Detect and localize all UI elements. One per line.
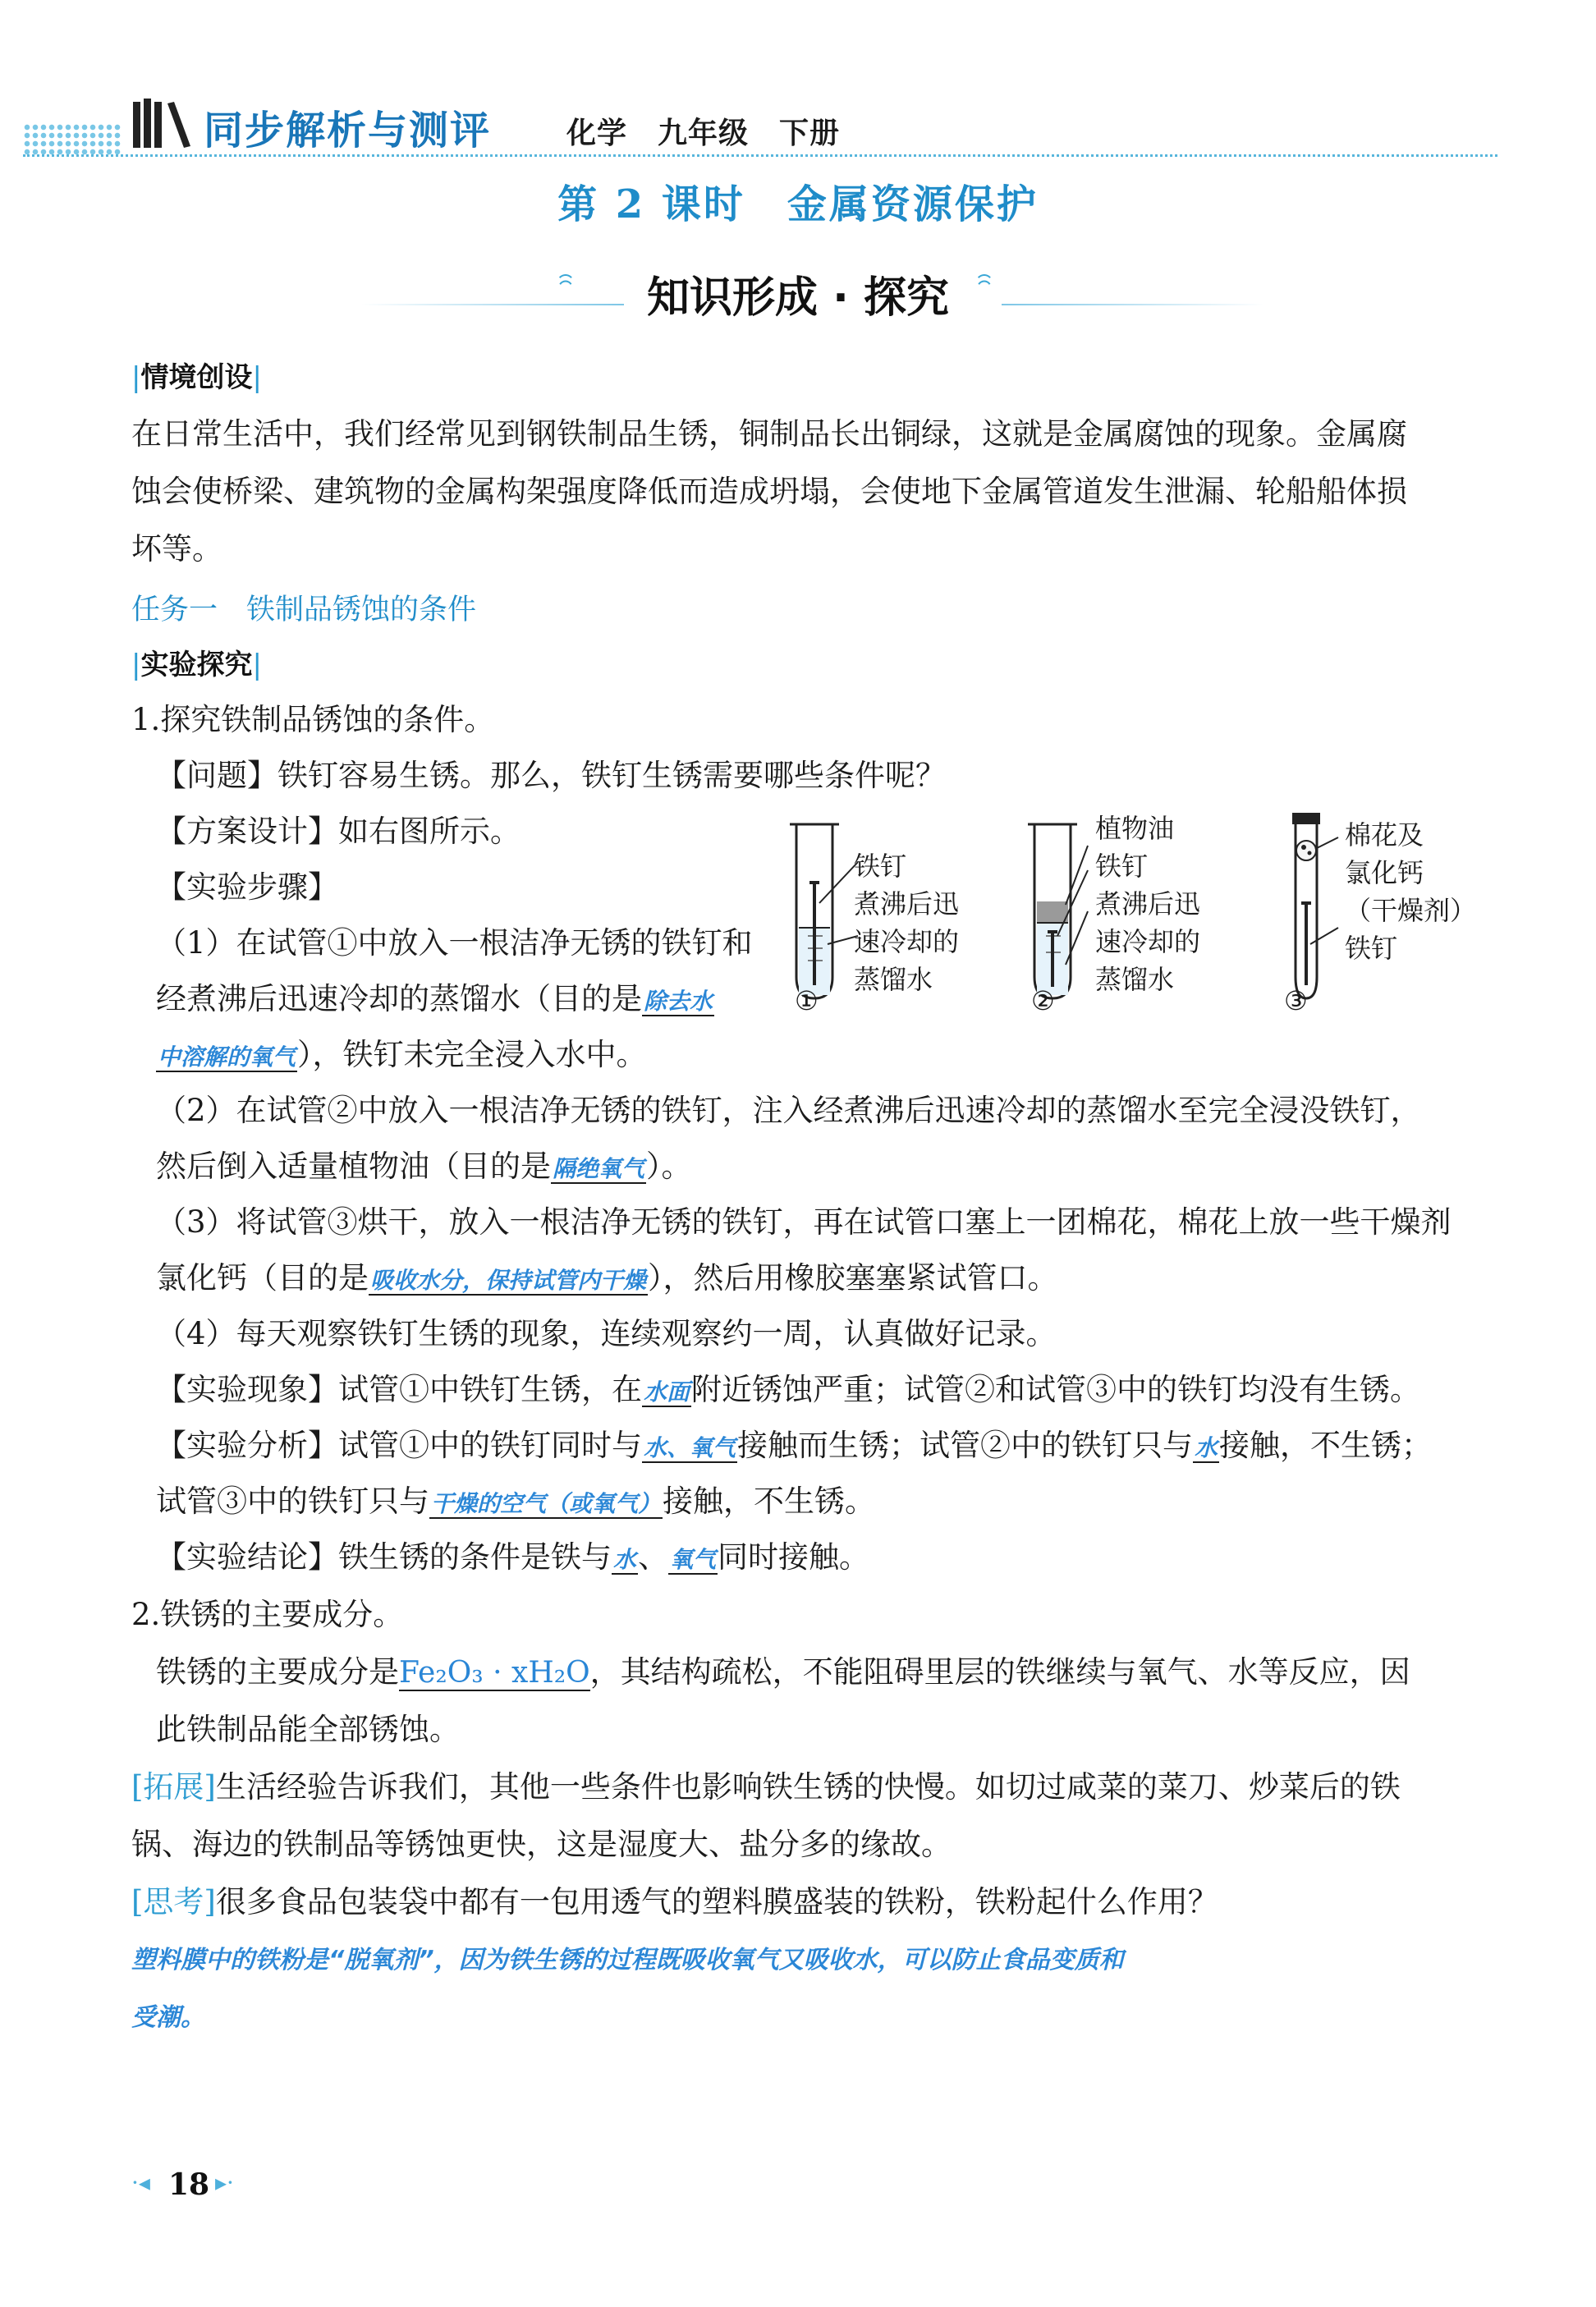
step-1-line-b: 经煮沸后迅速冷却的蒸馏水（目的是除去水 bbox=[156, 981, 713, 1016]
step-3-line-a: （3）将试管③烘干，放入一根洁净无锈的铁钉，再在试管口塞上一团棉花，棉花上放一些干燥剂 bbox=[156, 1204, 1452, 1240]
situation-line-2: 蚀会使桥梁、建筑物的金属构架强度降低而造成坍塌，会使地下金属管道发生泄漏、轮船船体损 bbox=[131, 474, 1407, 509]
answer-blank: 隔绝氧气 bbox=[553, 1155, 645, 1182]
step-2-line-b: 然后倒入适量植物油（目的是隔绝氧气）。 bbox=[156, 1149, 692, 1184]
brand-title: 同步解析与测评 bbox=[204, 108, 492, 154]
step-1-line-a: （1）在试管①中放入一根洁净无锈的铁钉和 bbox=[156, 925, 753, 961]
header-divider bbox=[23, 154, 1497, 157]
experiment-question: 【问题】铁钉容易生锈。那么，铁钉生锈需要哪些条件呢？ bbox=[156, 758, 946, 793]
books-icon bbox=[131, 97, 192, 149]
tube-2-number: ② bbox=[1031, 985, 1055, 1016]
tube-1-labels: 铁钉 煮沸后迅 速冷却的 蒸馏水 bbox=[854, 851, 960, 995]
experiment-analysis-a: 【实验分析】试管①中的铁钉同时与水、氧气接触而生锈；试管②中的铁钉只与水接触，不生锈； bbox=[156, 1428, 1433, 1463]
situation-line-1: 在日常生活中，我们经常见到钢铁制品生锈，铜制品长出铜绿，这就是金属腐蚀的现象。金属腐 bbox=[131, 416, 1407, 452]
think-tag: [思考] bbox=[131, 1884, 216, 1919]
answer-blank: 除去水 bbox=[644, 988, 713, 1015]
experiment-analysis-b: 试管③中的铁钉只与干燥的空气（或氧气）接触，不生锈。 bbox=[156, 1484, 876, 1519]
answer-blank: 水 bbox=[1195, 1434, 1218, 1461]
page-number: 18 bbox=[168, 2167, 210, 2202]
extend-tag: [拓展] bbox=[131, 1769, 216, 1805]
extend-line-1: [拓展]生活经验告诉我们，其他一些条件也影响铁生锈的快慢。如切过咸菜的菜刀、炒菜后的铁 bbox=[131, 1769, 1401, 1805]
rust-line-b: 此铁制品能全部锈蚀。 bbox=[156, 1712, 460, 1747]
situation-heading: |情境创设| bbox=[131, 361, 262, 394]
extend-line-2: 锅、海边的铁制品等锈蚀更快，这是湿度大、盐分多的缘故。 bbox=[131, 1827, 952, 1862]
answer-blank: 吸收水分，保持试管内干燥 bbox=[370, 1267, 647, 1294]
tube-3-number: ③ bbox=[1284, 985, 1308, 1016]
experiment-heading: |实验探究| bbox=[131, 649, 262, 681]
think-question: [思考]很多食品包装袋中都有一包用透气的塑料膜盛装的铁粉，铁粉起什么作用？ bbox=[131, 1884, 1218, 1919]
answer-blank: 干燥的空气（或氧气） bbox=[431, 1490, 662, 1517]
section-banner: 知识形成 · 探究 bbox=[647, 273, 949, 323]
answer-blank: 水面 bbox=[644, 1378, 690, 1406]
lesson-title: 第 2 课时 金属资源保护 bbox=[557, 181, 1039, 227]
step-2-line-a: （2）在试管②中放入一根洁净无锈的铁钉，注入经煮沸后迅速冷却的蒸馏水至完全浸没铁钉， bbox=[156, 1093, 1421, 1128]
answer-blank: 氧气 bbox=[670, 1546, 717, 1573]
tube-2-labels: 植物油 铁钉 煮沸后迅 速冷却的 蒸馏水 bbox=[1095, 813, 1201, 995]
situation-line-3: 坏等。 bbox=[131, 531, 222, 566]
formula-answer: Fe₂O₃ · xH₂O bbox=[399, 1656, 590, 1690]
step-1-line-c: 中溶解的氧气），铁钉未完全浸入水中。 bbox=[158, 1037, 647, 1072]
experiment-phenomenon: 【实验现象】试管①中铁钉生锈，在水面附近锈蚀严重；试管②和试管③中的铁钉均没有生锈。 bbox=[156, 1372, 1421, 1407]
think-answer-line-2: 受潮。 bbox=[131, 2003, 205, 2032]
tube-3-labels: 棉花及 氯化钙 （干燥剂） 铁钉 bbox=[1345, 819, 1477, 964]
subject-info: 化学 九年级 下册 bbox=[566, 117, 841, 150]
step-4: （4）每天观察铁钉生锈的现象，连续观察约一周，认真做好记录。 bbox=[156, 1316, 1057, 1351]
tube-1-number: ① bbox=[795, 985, 819, 1016]
page-dots-right: ▸· bbox=[215, 2169, 234, 2196]
think-answer-line-1: 塑料膜中的铁粉是“脱氧剂”，因为铁生锈的过程既吸收氧气又吸收水，可以防止食品变质和 bbox=[131, 1946, 1124, 1974]
task-heading: 任务一 铁制品锈蚀的条件 bbox=[131, 594, 477, 626]
experiment-conclusion: 【实验结论】铁生锈的条件是铁与水、氧气同时接触。 bbox=[156, 1539, 870, 1575]
experiment-item-1: 1.探究铁制品锈蚀的条件。 bbox=[131, 702, 495, 737]
page-dots-left: ·◂ bbox=[131, 2169, 150, 2196]
answer-blank: 中溶解的氧气 bbox=[158, 1043, 296, 1071]
header-dots-decoration bbox=[23, 123, 122, 156]
rust-line-a: 铁锈的主要成分是Fe₂O₃ · xH₂O，其结构疏松，不能阻碍里层的铁继续与氧气、水等反应，因 bbox=[156, 1654, 1410, 1690]
answer-blank: 水、氧气 bbox=[644, 1434, 736, 1461]
experiment-design: 【方案设计】如右图所示。 bbox=[156, 814, 521, 849]
experiment-steps-label: 【实验步骤】 bbox=[156, 869, 338, 905]
step-3-line-b: 氯化钙（目的是吸收水分，保持试管内干燥），然后用橡胶塞塞紧试管口。 bbox=[156, 1260, 1058, 1296]
rust-item-2: 2.铁锈的主要成分。 bbox=[131, 1597, 404, 1632]
answer-blank: 水 bbox=[613, 1546, 637, 1573]
